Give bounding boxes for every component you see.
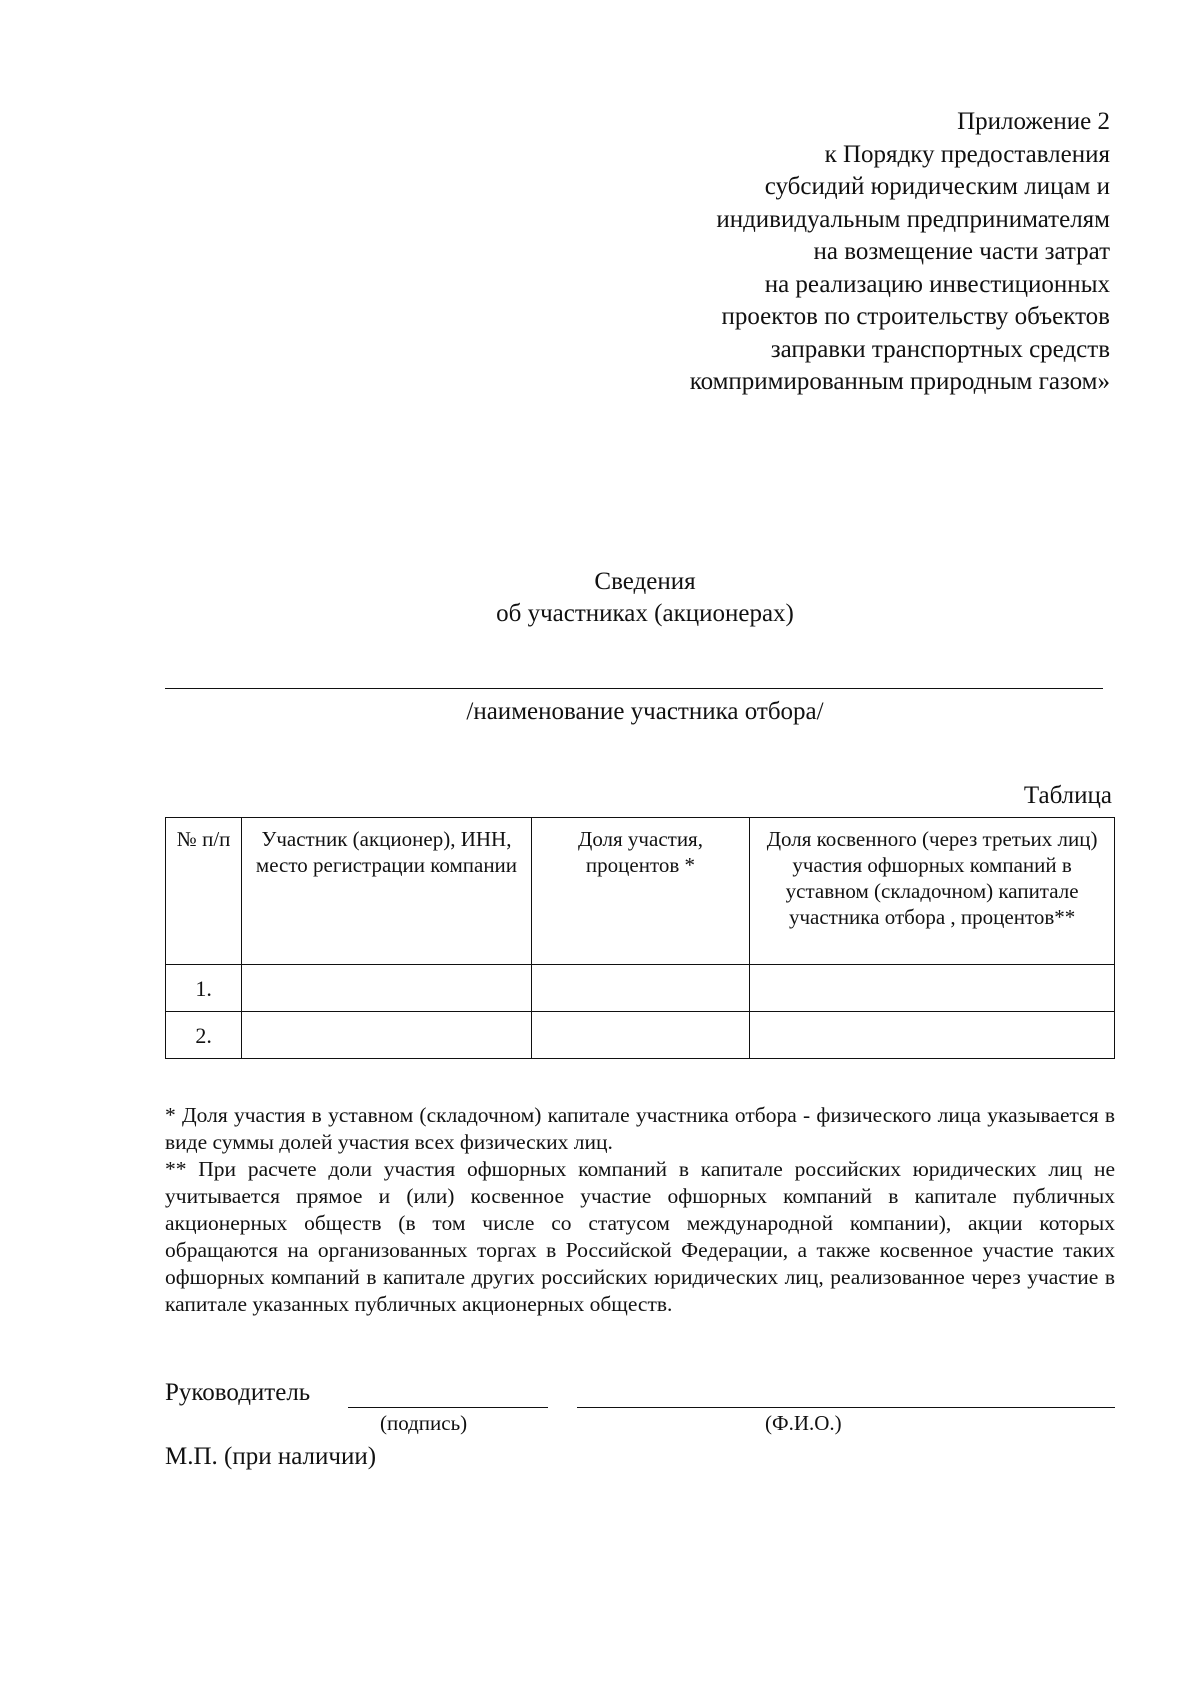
footnote-1: * Доля участия в уставном (складочном) капитале участника отбора - физического лица указывается в виде суммы долей участия всех физических лиц. [165,1103,1115,1154]
appendix-line: на реализацию инвестиционных [764,270,1110,298]
appendix-header [550,106,1110,399]
signature-line [348,1407,548,1408]
full-name-caption: (Ф.И.О.) [765,1411,842,1435]
appendix-line: индивидуальным предпринимателям [716,205,1110,233]
title-line-2: об участниках (акционерах) [496,600,794,627]
stamp-label: М.П. (при наличии) [165,1443,377,1470]
row-number: 2. [166,1012,242,1059]
row-offshore-share [750,1012,1115,1059]
header-share: Доля участия, процентов * [531,818,749,965]
document-title [0,566,1200,630]
row-participant [242,1012,532,1059]
row-share [531,1012,749,1059]
signature-caption: (подпись) [380,1411,468,1435]
appendix-line: на возмещение части затрат [813,238,1110,265]
appendix-line: заправки транспортных средств [770,335,1110,363]
participant-name-caption: /наименование участника отбора/ [466,698,824,725]
participant-name-line [165,688,1103,689]
table-row [166,965,1115,1012]
row-participant [242,965,532,1012]
header-offshore-share: Доля косвенного (через третьих лиц) участия офшорных компаний в уставном (складочном) капитале участника отбора , процентов** [750,818,1115,965]
header-participant: Участник (акционер), ИНН, место регистрации компании [242,818,532,965]
appendix-line: субсидий юридическим лицам и [764,173,1110,200]
appendix-line: Приложение 2 [957,108,1110,135]
footnotes [165,1102,1115,1318]
title-line-1: Сведения [594,568,696,595]
row-offshore-share [750,965,1115,1012]
appendix-line: проектов по строительству объектов [721,303,1110,330]
table-label: Таблица [1023,782,1112,809]
table-header-row [166,818,1115,965]
signature-block [165,1377,1115,1517]
header-number: № п/п [166,818,242,965]
row-number: 1. [166,965,242,1012]
signature-label: Руководитель [165,1379,311,1406]
appendix-line: к Порядку предоставления [824,140,1110,168]
shareholders-table [165,817,1115,1059]
appendix-line: компримированным природным газом» [689,368,1110,395]
table-row [166,1012,1115,1059]
row-share [531,965,749,1012]
footnote-2: ** При расчете доли участия офшорных компаний в капитале российских юридических лиц не учитывается прямое и (или) косвенное участие офшорных компаний в капитале публичных акционерных обществ (в том числе со статусом международной компании), акции которых обращаются на организованных торгах в Российской Федерации, а также косвенное участие таких офшорных компаний в капитале других российских юридических лиц, реализованное через участие в капитале указанных публичных акционерных обществ. [165,1157,1115,1316]
full-name-line [577,1407,1115,1408]
